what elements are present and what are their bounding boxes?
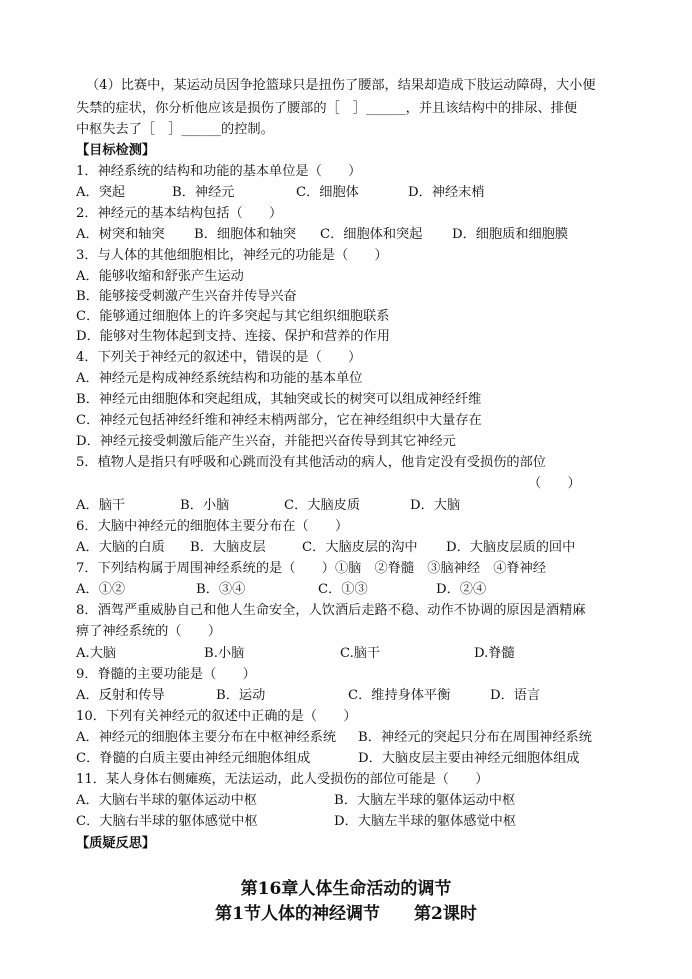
- question-4-option-a: A．神经元是构成神经系统结构和功能的基本单位: [76, 371, 363, 386]
- question-10-stem: 10．下列有关神经元的叙述中正确的是（ ）: [76, 709, 357, 724]
- option-d: D.脊髓: [474, 646, 515, 661]
- option-a: A．反射和传导: [76, 688, 165, 703]
- option-d: D．②④: [436, 582, 487, 597]
- question-4-option-b: B．神经元由细胞体和突起组成，其轴突或长的树突可以组成神经纤维: [76, 392, 482, 407]
- option-c: C．细胞体和突起: [320, 227, 423, 242]
- option-c: C.脑干: [340, 646, 381, 661]
- option-b: B．细胞体和轴突: [194, 227, 297, 242]
- option-c: C．①③: [318, 582, 368, 597]
- option-d: D．大脑皮层质的回中: [446, 540, 576, 555]
- option-a: A．大脑右半球的躯体运动中枢: [76, 793, 257, 808]
- question-3-stem: 3．与人体的其他细胞相比，神经元的功能是（ ）: [76, 248, 388, 263]
- option-b: B．大脑皮层: [190, 540, 266, 555]
- option-a: A．神经元的细胞体主要分布在中枢神经系统: [76, 730, 337, 745]
- option-c: C．脊髓的白质主要由神经元细胞体组成: [76, 751, 311, 766]
- question-5-answer-blank: （ ）: [528, 476, 581, 491]
- question-4-option-d: D．神经元接受刺激后能产生兴奋，并能把兴奋传导到其它神经元: [76, 434, 456, 449]
- question-2-stem: 2．神经元的基本结构包括（ ）: [76, 206, 283, 221]
- question-6-stem: 6．大脑中神经元的细胞体主要分布在（ ）: [76, 519, 349, 534]
- option-b: B．神经元的突起只分布在周围神经系统: [358, 730, 592, 745]
- question-11-stem: 11．某人身体右侧瘫痪，无法运动，此人受损伤的部位可能是（ ）: [76, 772, 489, 787]
- question-8-stem-line-1: 8．酒驾严重威胁自己和他人生命安全，人饮酒后走路不稳、动作不协调的原因是酒精麻: [76, 603, 586, 618]
- option-c: C．细胞体: [296, 185, 359, 200]
- option-d: D．大脑左半球的躯体感觉中枢: [334, 814, 517, 829]
- question-4-stem: 4．下列关于神经元的叙述中，错误的是（ ）: [76, 350, 362, 365]
- option-d: D．神经末梢: [408, 185, 485, 200]
- intro-line-2: 失禁的症状，你分析他应该是损伤了腰部的［ ］______，并且该结构中的排尿、排便: [76, 101, 578, 116]
- option-a: A．树突和轴突: [76, 227, 165, 242]
- option-b: B．大脑左半球的躯体运动中枢: [334, 793, 516, 808]
- option-b: B．③④: [196, 582, 246, 597]
- option-d: D．语言: [490, 688, 541, 703]
- question-3-option-b: B．能够接受刺激产生兴奋并传导兴奋: [76, 289, 297, 304]
- section-heading-check: 【目标检测】: [76, 143, 156, 158]
- option-a: A．脑干: [76, 498, 126, 513]
- option-a: A．突起: [76, 185, 126, 200]
- question-8-stem-line-2: 痹了神经系统的（ ）: [76, 624, 222, 639]
- question-9-stem: 9．脊髓的主要功能是（ ）: [76, 667, 256, 682]
- question-1-stem: 1．神经系统的结构和功能的基本单位是（ ）: [76, 164, 362, 179]
- option-a: A.大脑: [76, 646, 117, 661]
- question-5-stem: 5．植物人是指只有呼吸和心跳而没有其他活动的病人，他肯定没有受损伤的部位: [76, 455, 546, 470]
- intro-line-1: （4）比赛中，某运动员因争抢篮球只是扭伤了腰部，结果却造成下肢运动障碍，大小便: [86, 78, 596, 93]
- option-b: B．运动: [216, 688, 266, 703]
- option-b: B．神经元: [172, 185, 235, 200]
- option-c: C．维持身体平衡: [348, 688, 451, 703]
- option-d: D．细胞质和细胞膜: [452, 227, 569, 242]
- option-c: C．大脑皮层的沟中: [302, 540, 418, 555]
- option-c: C．大脑右半球的躯体感觉中枢: [76, 814, 258, 829]
- option-a: A．大脑的白质: [76, 540, 165, 555]
- question-3-option-d: D．能够对生物体起到支持、连接、保护和营养的作用: [76, 329, 390, 344]
- question-3-option-c: C．能够通过细胞体上的许多突起与其它组织细胞联系: [76, 309, 390, 324]
- section-title: 第1节人体的神经调节 第2课时: [215, 904, 477, 924]
- option-b: B.小脑: [204, 646, 245, 661]
- option-a: A．①②: [76, 582, 126, 597]
- question-4-option-c: C．神经元包括神经纤维和神经末梢两部分，它在神经组织中大量存在: [76, 413, 482, 428]
- option-d: D．大脑: [410, 498, 461, 513]
- question-7-stem: 7．下列结构属于周围神经系统的是（ ）①脑 ②脊髓 ③脑神经 ④脊神经: [76, 561, 546, 576]
- option-c: C．大脑皮质: [284, 498, 361, 513]
- section-heading-reflect: 【质疑反思】: [76, 836, 156, 851]
- intro-line-3: 中枢失去了［ ］______的控制。: [76, 122, 274, 137]
- option-d: D．大脑皮层主要由神经元细胞体组成: [358, 751, 580, 766]
- chapter-title: 第16章人体生命活动的调节: [240, 879, 452, 899]
- question-3-option-a: A．能够收缩和舒张产生运动: [76, 269, 244, 284]
- option-b: B．小脑: [180, 498, 230, 513]
